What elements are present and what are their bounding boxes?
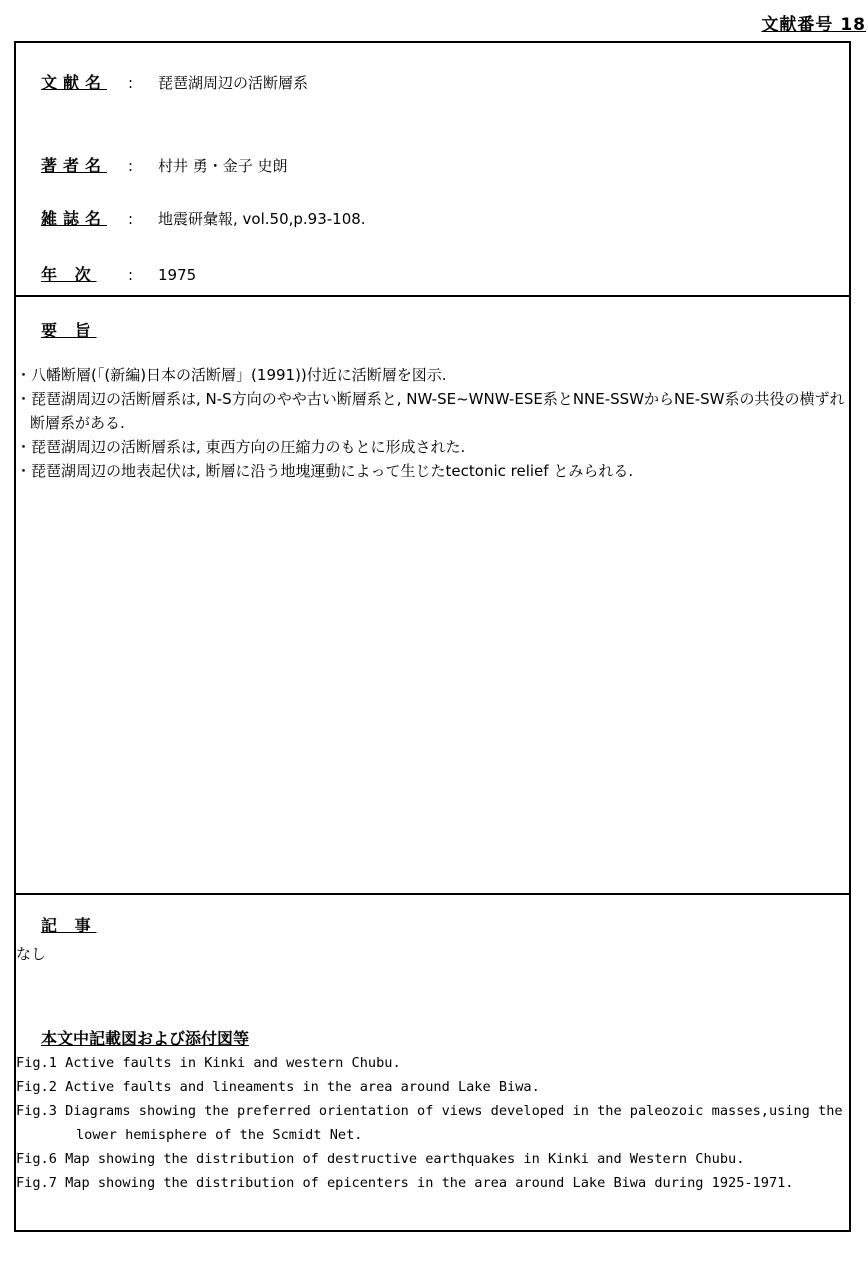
field-journal-label: 雑誌名: [41, 209, 108, 228]
field-journal-value: 地震研彙報, vol.50,p.93-108.: [158, 210, 366, 228]
summary-item: ・八幡断層(「(新編)日本の活断層」(1991))付近に活断層を図示.: [16, 366, 447, 384]
divider-top: [16, 295, 849, 297]
field-title-label: 文献名: [41, 73, 108, 92]
figure-item: Fig.3 Diagrams showing the preferred orientation of views developed in the paleozoic masses,using the lower hemisphere of the Scmidt Net.: [16, 1103, 843, 1143]
document-card: [14, 41, 851, 1232]
summary-item: ・琵琶湖周辺の活断層系は, N-S方向のやや古い断層系と, NW-SE~WNW-ESE系とNNE-SSWからNE-SW系の共役の横ずれ断層系がある.: [16, 390, 845, 432]
figure-item: Fig.6 Map showing the distribution of destructive earthquakes in Kinki and Western Chubu.: [16, 1151, 745, 1167]
figure-list: [16, 1051, 845, 1195]
figure-item: Fig.7 Map showing the distribution of epicenters in the area around Lake Biwa during 1925-1971.: [16, 1175, 794, 1191]
field-title-value: 琵琶湖周辺の活断層系: [158, 74, 309, 92]
field-title-colon: :: [128, 74, 134, 92]
field-year-label: 年 次: [41, 265, 97, 284]
summary-heading: 要 旨: [41, 321, 97, 340]
divider-bottom: [16, 893, 849, 895]
article-body: なし: [16, 945, 47, 963]
figures-heading: 本文中記載図および添付図等: [41, 1029, 250, 1048]
field-authors-colon: :: [128, 157, 134, 175]
field-authors-value: 村井 勇・金子 史朗: [158, 157, 288, 175]
field-year-colon: :: [128, 266, 134, 284]
figure-item: Fig.2 Active faults and lineaments in the area around Lake Biwa.: [16, 1079, 540, 1095]
field-journal-colon: :: [128, 210, 134, 228]
summary-list: [16, 363, 849, 483]
field-authors-label: 著者名: [41, 156, 108, 175]
field-year: [41, 262, 196, 285]
field-journal: [41, 206, 366, 229]
summary-item: ・琵琶湖周辺の地表起伏は, 断層に沿う地塊運動によって生じたtectonic relief とみられる.: [16, 462, 634, 480]
figure-item: Fig.1 Active faults in Kinki and western Chubu.: [16, 1055, 401, 1071]
field-authors: [41, 153, 288, 176]
field-title: [41, 70, 308, 93]
article-heading: 記 事: [41, 916, 97, 935]
document-number: 文献番号 18: [761, 15, 866, 35]
field-year-value: 1975: [158, 266, 197, 284]
summary-item: ・琵琶湖周辺の活断層系は, 東西方向の圧縮力のもとに形成された.: [16, 438, 466, 456]
